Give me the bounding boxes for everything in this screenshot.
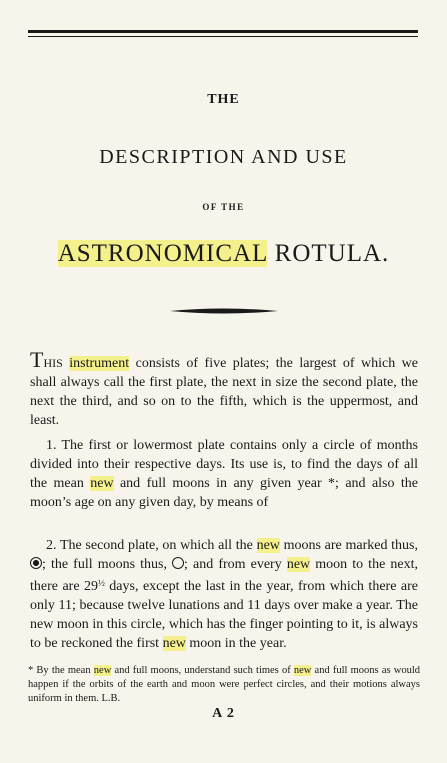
paragraph-intro bbox=[30, 347, 418, 430]
title-astronomical-rotula bbox=[0, 240, 447, 268]
new-moon-symbol-icon bbox=[30, 557, 42, 569]
smallcaps-his: HIS bbox=[43, 356, 63, 370]
fraction-half: ½ bbox=[98, 578, 105, 588]
p3-text-c: ; the full moons thus, bbox=[42, 557, 173, 572]
paragraph-second-plate bbox=[30, 536, 418, 653]
highlight-instrument: instrument bbox=[69, 356, 130, 371]
highlight-astronomical: ASTRONOMICAL bbox=[57, 240, 268, 267]
highlight-new: new bbox=[93, 665, 112, 676]
p3-text-d: ; and from every bbox=[184, 557, 287, 572]
highlight-new: new bbox=[256, 538, 280, 553]
title-rotula: ROTULA. bbox=[267, 240, 390, 267]
p3-text-b: moons are marked thus, bbox=[279, 538, 419, 553]
highlight-new: new bbox=[162, 636, 186, 651]
highlight-new: new bbox=[293, 665, 312, 676]
p2-text-a: 1. The first or lowermost plate contains only a circle of months divided into their respective days. Its use is, to find the days of all the mean bbox=[30, 438, 418, 491]
paragraph-intro-rest: consists of five plates; the largest of which we shall always call the first plate, the next in size the second plate, the next the third, and so on to the fifth, which is the uppermost, and least. bbox=[30, 356, 418, 428]
p3-text-e: moon to the next, there are 29 bbox=[30, 557, 418, 594]
top-rule-thick bbox=[28, 30, 418, 33]
highlight-new: new bbox=[286, 557, 311, 572]
p3-text-f: days, except the last in the year, from which there are only 11; because twelve lunations and 11 days over make a year. The new moon in this circle, which has the finger pointing to it, is always to be reckoned the first bbox=[30, 579, 418, 651]
fn-text-b: and full moons, understand such times of bbox=[111, 665, 294, 676]
p3-text-a: 2. The second plate, on which all the bbox=[46, 538, 257, 553]
fn-text-c: and full moons as would happen if the orbits of the earth and moon were perfect circles, and their motions always uniform in them. L.B. bbox=[28, 665, 420, 704]
ornament-rule bbox=[170, 306, 278, 316]
fn-text-a: * By the mean bbox=[28, 665, 94, 676]
paragraph-first-plate bbox=[30, 436, 418, 512]
p3-text-g: moon in the year. bbox=[185, 636, 287, 651]
footnote bbox=[28, 664, 420, 706]
title-of-the: OF THE bbox=[202, 202, 245, 212]
title-description-and-use: DESCRIPTION AND USE bbox=[99, 146, 348, 168]
title-the: THE bbox=[207, 92, 240, 107]
top-rule-thin bbox=[28, 36, 418, 37]
highlight-new: new bbox=[90, 476, 114, 491]
page-signature: A 2 bbox=[212, 706, 235, 721]
dropcap: T bbox=[30, 347, 44, 372]
full-moon-symbol-icon bbox=[172, 557, 184, 569]
p2-text-b: and full moons in any given year *; and also the moon’s age on any given day, by means of bbox=[30, 476, 419, 510]
